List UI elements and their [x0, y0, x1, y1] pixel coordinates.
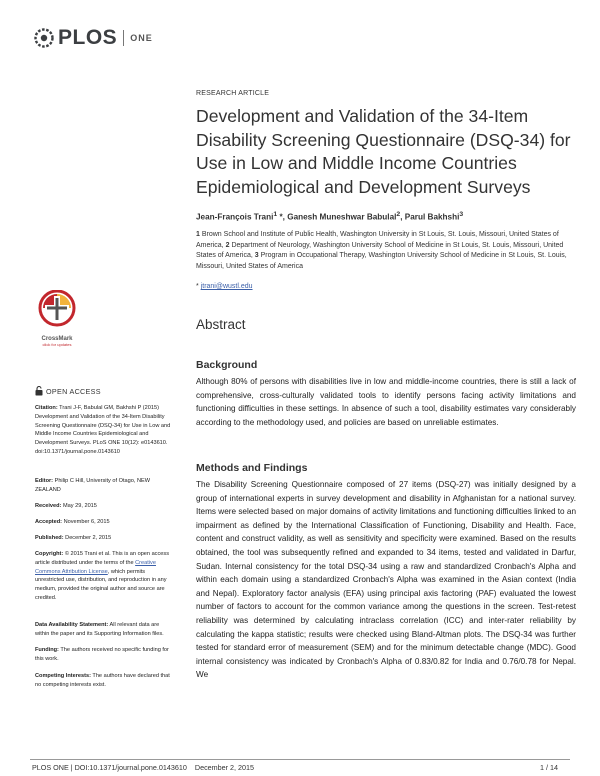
plos-bubble-icon [32, 26, 56, 50]
crossmark-label: CrossMark [41, 336, 73, 342]
accepted-date: November 6, 2015 [63, 519, 110, 525]
copyright-text: © 2015 Trani et al. This is an open access article distributed under the terms of the [35, 551, 169, 566]
crossmark-badge[interactable] [35, 290, 79, 347]
crossmark-sub: click for updates [42, 342, 72, 347]
data-text: All relevant data are within the paper and its Supporting Information files. [35, 622, 164, 637]
accepted-label: Accepted: [35, 519, 63, 525]
affil-num: 1 [196, 231, 200, 238]
received-date: May 29, 2015 [63, 503, 97, 509]
author-list: Jean-François Trani$^1$ *, Ganesh Muneshwar Babulal$^2$, Parul Bakhshi$^3$ [196, 211, 464, 222]
author-affil-sup: 1 [273, 211, 278, 218]
author-name[interactable]: Ganesh Muneshwar Babulal [287, 212, 397, 222]
received [35, 502, 175, 511]
author-affil-sup: 2 [396, 211, 401, 218]
competing-text: The authors have declared that no competing interests exist. [35, 673, 170, 688]
open-access-label: OPEN ACCESS [46, 386, 101, 396]
license-link[interactable]: Creative Commons Attribution License [35, 559, 156, 575]
email-mark: * [196, 283, 199, 290]
email-link[interactable]: jtrani@wustl.edu [200, 283, 253, 290]
plos-logo[interactable] [32, 26, 153, 50]
funding [35, 646, 175, 664]
editor [35, 477, 175, 495]
copyright-text-post: , which permits unrestricted use, distribution, and reproduction in any medium, provided the original author and source are credited. [35, 568, 167, 601]
published-label: Published: [35, 535, 64, 541]
logo-divider [123, 30, 124, 46]
affil-num: 2 [225, 241, 230, 249]
published [35, 534, 175, 543]
data-availability [35, 621, 175, 639]
affil-num: 3 [254, 252, 259, 260]
author-name[interactable]: Parul Bakhshi [404, 212, 460, 222]
citation-text: Trani J-F, Babulal GM, Bakhshi P (2015) Development and Validation of the 34-Item Disability Screening Questionnaire (DSQ-34) for Use in Low and Middle Income Countries Epidemiological and Development Surveys. PLoS ONE 10(12): e0143610. doi:10.1371/journal.pone.0143610 [35, 405, 171, 455]
corresponding-email [196, 283, 253, 290]
affiliations [196, 230, 568, 273]
author-name[interactable]: Jean-François Trani [196, 212, 274, 222]
background-heading: Background [196, 359, 258, 371]
citation-label: Citation: [35, 405, 58, 411]
published-date: December 2, 2015 [65, 535, 112, 541]
received-label: Received: [35, 503, 62, 509]
article-title: Development and Validation of the 34-Item Disability Screening Questionnaire (DSQ-34) for Use in Low and Middle Income Countries Epidemiological and Development Surveys [196, 106, 571, 197]
methods-heading: Methods and Findings [196, 462, 308, 474]
affil-text: Department of Neurology, Washington University School of Medicine in St Louis, St. Louis, Missouri, United States of America, [196, 241, 564, 260]
competing-label: Competing Interests: [35, 673, 91, 679]
corresponding-mark: * [277, 212, 283, 222]
page-number: 1 / 14 [540, 763, 558, 772]
editor-text: Philip C Hill, University of Otago, NEW ZEALAND [35, 478, 151, 493]
open-access [35, 386, 101, 396]
logo-text: PLOS [58, 26, 118, 49]
funding-label: Funding: [35, 647, 59, 653]
affil-text: Brown School and Institute of Public Health, Washington University in St Louis, St. Louis, Missouri, United States of America, [196, 231, 559, 249]
data-label: Data Availability Statement: [35, 622, 109, 628]
journal-name: ONE [130, 33, 153, 43]
citation [35, 404, 175, 457]
article-type: RESEARCH ARTICLE [196, 90, 270, 97]
copyright-label: Copyright: [35, 551, 64, 557]
open-lock-icon [35, 386, 43, 396]
competing-interests [35, 672, 175, 690]
background-text: Although 80% of persons with disabilities live in low and middle-income countries, there is still a lack of comprehensive, cross-culturally validated tools to identify persons facing activity limitations and functioning difficulties in these settings. In absence of such a tool, disability estimates vary considerably according to the methodology used, and policies are based on unreliable estimates. [196, 377, 576, 427]
footer-citation: PLOS ONE | DOI:10.1371/journal.pone.0143610 December 2, 2015 [32, 763, 255, 772]
author-affil-sup: 3 [459, 211, 464, 218]
methods-text: The Disability Screening Questionnaire composed of 27 items (DSQ-27) was initially designed by a group of international experts in survey development and disability in Afghanistan for a national survey. Items were selected based on major domains of activity limitations and functioning difficulties linked to an impairment as defined by the International Classification of Functioning, Disability and Health. Face, content and construct validity, as well as sensitivity and specificity were examined. Based on the results obtained, the tool was subsequently refined and expanded to 34 items, tested and validated in Darfur, Sudan. Internal consistency for the total DSQ-34 using a raw and standardized Cronbach's Alpha and within each domain using a standardized Cronbach's Alpha was examined in the Asian context (India and Nepal). Exploratory factor analysis (EFA) using principal axis factoring (PAF) evaluated the lowest number of factors to account for the common variance among the questions in the screen. Test-retest reliability was determined by calculating intraclass correlation (ICC) and inter-rater reliability by calculating the kappa statistic; results were checked using Bland-Altman plots. The DSQ-34 was further tested for standard error of measurement (SEM) and for the minimum detectable change (MDC). Good internal consistency was indicated by Cronbach's Alpha of 0.83/0.82 for India and 0.76/0.78 for Nepal. We [196, 480, 576, 680]
footer-divider [30, 759, 570, 760]
abstract-heading: Abstract [196, 317, 246, 332]
copyright [35, 550, 175, 603]
accepted [35, 518, 175, 527]
crossmark-icon [35, 290, 79, 330]
affil-text: Program in Occupational Therapy, Washington University School of Medicine in St Louis, St. Louis, Missouri, United States of America [196, 252, 567, 271]
editor-label: Editor: [35, 478, 54, 484]
funding-text: The authors received no specific funding for this work. [35, 647, 169, 662]
